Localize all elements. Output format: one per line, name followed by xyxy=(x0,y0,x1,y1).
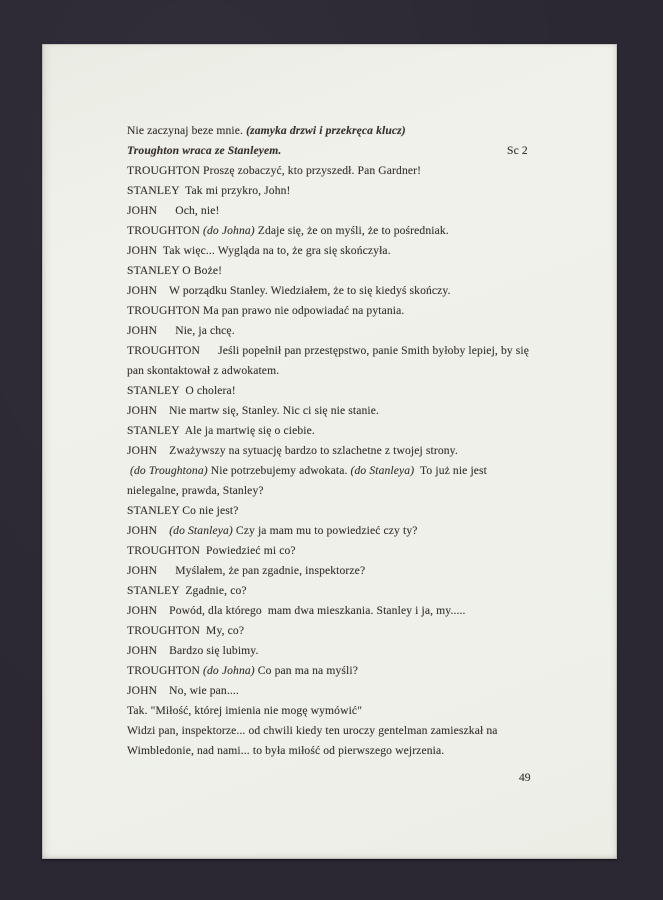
text-segment: STANLEY Co nie jest? xyxy=(127,504,239,517)
script-line xyxy=(127,121,609,141)
script-line xyxy=(127,501,609,521)
text-segment: nielegalne, prawda, Stanley? xyxy=(127,484,264,497)
text-segment: JOHN Tak więc... Wygląda na to, że gra się skończyła. xyxy=(127,244,391,257)
text-segment: Zdaje się, że on myśli, że to pośredniak. xyxy=(254,224,449,237)
page-number: 49 xyxy=(519,771,531,784)
script-line xyxy=(127,621,609,641)
script-line xyxy=(127,281,609,301)
text-segment: TROUGHTON xyxy=(127,224,204,237)
text-segment: JOHN Bardzo się lubimy. xyxy=(127,644,259,657)
script-line xyxy=(127,421,609,441)
text-segment: Tak. "Miłość, której imienia nie mogę wymówić" xyxy=(127,704,363,717)
text-segment: JOHN Myślałem, że pan zgadnie, inspektorze? xyxy=(127,564,366,577)
script-line xyxy=(127,241,609,261)
text-segment: Wimbledonie, nad nami... to była miłość od pierwszego wejrzenia. xyxy=(127,744,445,757)
script-line xyxy=(127,561,609,581)
script-line xyxy=(127,321,609,341)
text-segment: (do Stanleya) xyxy=(169,524,233,537)
text-segment: JOHN Nie martw się, Stanley. Nic ci się nie stanie. xyxy=(127,404,380,417)
text-segment: TROUGHTON Powiedzieć mi co? xyxy=(127,544,296,557)
script-line xyxy=(127,661,609,681)
script-line xyxy=(127,721,609,741)
script-line xyxy=(127,141,609,161)
script-line xyxy=(127,461,609,481)
text-segment: JOHN W porządku Stanley. Wiedziałem, że to się kiedyś skończy. xyxy=(127,284,451,297)
text-segment: JOHN Powód, dla którego mam dwa mieszkania. Stanley i ja, my..... xyxy=(127,604,466,617)
script-line xyxy=(127,181,609,201)
script-line xyxy=(127,601,609,621)
text-segment: JOHN Zważywszy na sytuację bardzo to szlachetne z twojej strony. xyxy=(127,444,458,457)
text-segment: Widzi pan, inspektorze... od chwili kiedy ten uroczy gentelman zamieszkał na xyxy=(127,724,498,737)
script-line xyxy=(127,261,609,281)
text-segment: (do Stanleya) xyxy=(350,464,415,477)
text-segment: STANLEY Zgadnie, co? xyxy=(127,584,247,597)
text-segment: TROUGHTON xyxy=(127,664,204,677)
text-segment: Troughton wraca ze Stanleyem. xyxy=(127,144,282,157)
text-segment: TROUGHTON My, co? xyxy=(127,624,245,637)
text-segment: STANLEY O Boże! xyxy=(127,264,223,277)
text-segment: JOHN No, wie pan.... xyxy=(127,684,239,697)
script-line xyxy=(127,161,609,181)
script-line xyxy=(127,681,609,701)
text-segment: Nie zaczynaj beze mnie. xyxy=(127,124,247,137)
text-segment: TROUGHTON Proszę zobaczyć, kto przyszedł. Pan Gardner! xyxy=(127,164,422,177)
text-segment: JOHN Och, nie! xyxy=(127,204,220,217)
script-line xyxy=(127,481,609,501)
script-line xyxy=(127,441,609,461)
script-text xyxy=(127,121,609,761)
text-segment: (zamyka drzwi i przekręca klucz) xyxy=(246,124,406,137)
text-segment: JOHN xyxy=(127,524,170,537)
text-segment: (do Johna) xyxy=(203,224,255,237)
text-segment: STANLEY Tak mi przykro, John! xyxy=(127,184,291,197)
script-line xyxy=(127,221,609,241)
script-page xyxy=(42,44,617,859)
script-line xyxy=(127,381,609,401)
text-segment: Nie potrzebujemy adwokata. xyxy=(207,464,351,477)
script-line xyxy=(127,701,609,721)
text-segment: Co pan ma na myśli? xyxy=(254,664,358,677)
scene-label: Sc 2 xyxy=(507,144,528,157)
text-segment: JOHN Nie, ja chcę. xyxy=(127,324,235,337)
script-line xyxy=(127,641,609,661)
text-segment: TROUGHTON Ma pan prawo nie odpowiadać na pytania. xyxy=(127,304,405,317)
script-line xyxy=(127,521,609,541)
script-line xyxy=(127,341,609,361)
script-line xyxy=(127,401,609,421)
text-segment: (do Johna) xyxy=(203,664,255,677)
text-segment: STANLEY O cholera! xyxy=(127,384,236,397)
text-segment: TROUGHTON Jeśli popełnił pan przestępstwo, panie Smith byłoby lepiej, by się xyxy=(127,344,530,357)
script-line xyxy=(127,741,609,761)
script-line xyxy=(127,361,609,381)
script-line xyxy=(127,201,609,221)
text-segment: STANLEY Ale ja martwię się o ciebie. xyxy=(127,424,315,437)
script-line xyxy=(127,581,609,601)
text-segment: (do Troughtona) xyxy=(130,464,208,477)
text-segment: To już nie jest xyxy=(414,464,488,477)
script-line xyxy=(127,301,609,321)
script-line xyxy=(127,541,609,561)
text-segment: Czy ja mam mu to powiedzieć czy ty? xyxy=(232,524,418,537)
text-segment: pan skontaktował z adwokatem. xyxy=(127,364,280,377)
